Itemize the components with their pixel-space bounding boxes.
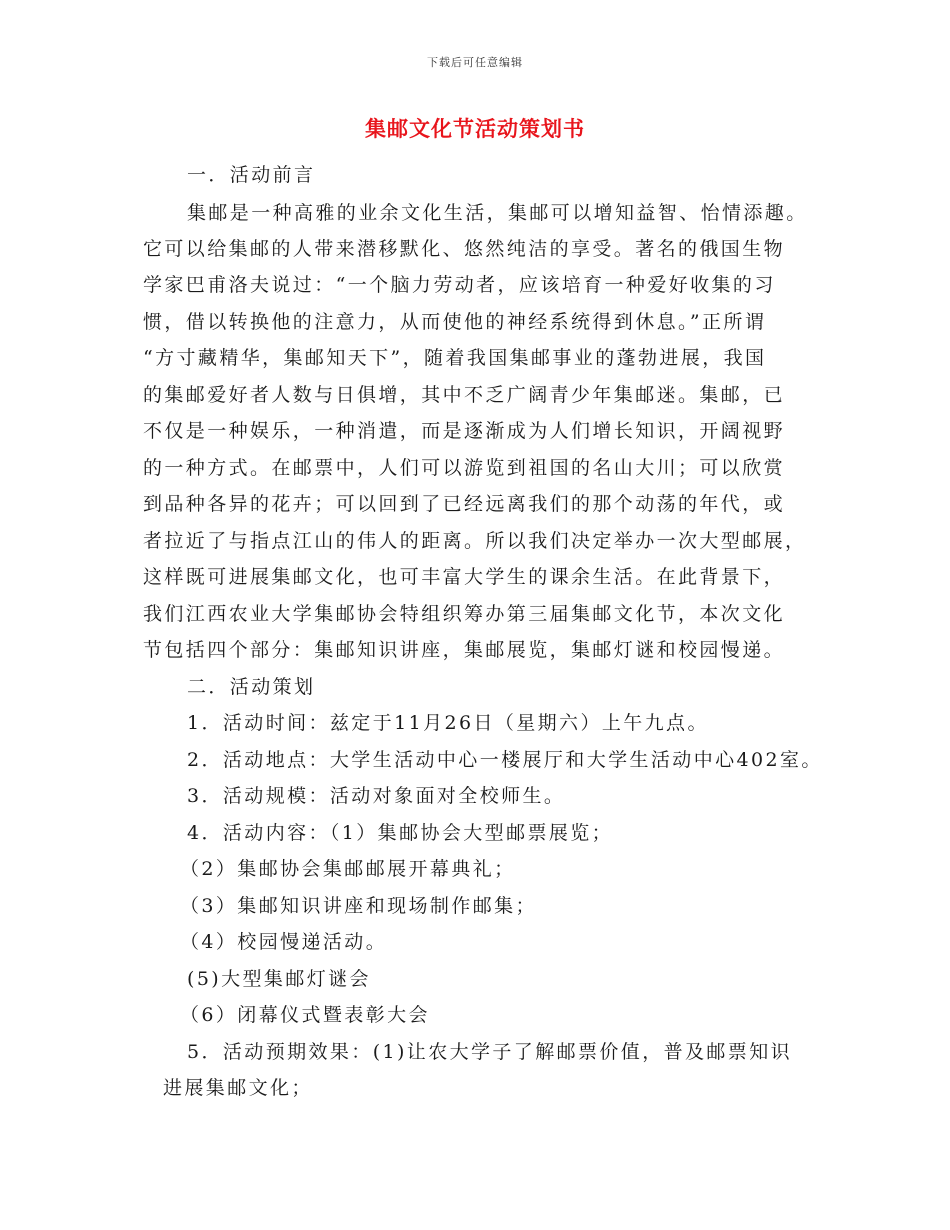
paragraph-line: 学家巴甫洛夫说过：“一个脑力劳动者，应该培育一种爱好收集的习 bbox=[143, 274, 776, 296]
paragraph-line: 到品种各异的花卉；可以回到了已经远离我们的那个动荡的年代，或 bbox=[143, 493, 786, 515]
paragraph-line: 不仅是一种娱乐，一种消遣，而是逐渐成为人们增长知识，开阔视野 bbox=[143, 420, 786, 442]
paragraph-line: “方寸藏精华，集邮知天下”，随着我国集邮事业的蓬勃进展，我国 bbox=[143, 347, 767, 369]
list-item: 5．活动预期效果：(1)让农大学子了解邮票价值，普及邮票知识 bbox=[187, 1041, 793, 1063]
list-item: 2．活动地点：大学生活动中心一楼展厅和大学生活动中心402室。 bbox=[187, 749, 823, 771]
list-item: （4）校园慢递活动。 bbox=[180, 931, 388, 953]
paragraph-line: 进展集邮文化； bbox=[163, 1077, 313, 1099]
list-item: （3）集邮知识讲座和现场制作邮集； bbox=[180, 895, 537, 917]
list-item: 3．活动规模：活动对象面对全校师生。 bbox=[187, 785, 566, 807]
list-item: (5)大型集邮灯谜会 bbox=[187, 968, 371, 990]
paragraph-line: 惯，借以转换他的注意力，从而使他的神经系统得到休息。”正所谓 bbox=[143, 311, 767, 333]
paragraph-line: 者拉近了与指点江山的伟人的距离。所以我们决定举办一次大型邮展， bbox=[143, 530, 807, 552]
section-heading-preface: 一．活动前言 bbox=[187, 164, 316, 186]
document-title: 集邮文化节活动策划书 bbox=[365, 116, 585, 141]
header-note: 下载后可任意编辑 bbox=[427, 56, 523, 69]
paragraph-line: 它可以给集邮的人带来潜移默化、悠然纯洁的享受。著名的俄国生物 bbox=[143, 238, 786, 260]
paragraph-line: 我们江西农业大学集邮协会特组织筹办第三届集邮文化节，本次文化 bbox=[143, 603, 786, 625]
paragraph-line: 集邮是一种高雅的业余文化生活，集邮可以增知益智、怡情添趣。 bbox=[187, 202, 808, 224]
list-item: （6）闭幕仪式暨表彰大会 bbox=[180, 1004, 430, 1026]
list-item: 1．活动时间：兹定于11月26日（星期六）上午九点。 bbox=[187, 712, 709, 734]
section-heading-planning: 二．活动策划 bbox=[187, 676, 316, 698]
list-item: （2）集邮协会集邮邮展开幕典礼； bbox=[180, 858, 516, 880]
paragraph-line: 的集邮爱好者人数与日俱增，其中不乏广阔青少年集邮迷。集邮，已 bbox=[143, 384, 786, 406]
paragraph-line: 的一种方式。在邮票中，人们可以游览到祖国的名山大川；可以欣赏 bbox=[143, 457, 786, 479]
paragraph-line: 这样既可进展集邮文化，也可丰富大学生的课余生活。在此背景下， bbox=[143, 566, 786, 588]
paragraph-line: 节包括四个部分：集邮知识讲座，集邮展览，集邮灯谜和校园慢递。 bbox=[143, 639, 786, 661]
list-item: 4．活动内容：（1）集邮协会大型邮票展览； bbox=[187, 822, 614, 844]
